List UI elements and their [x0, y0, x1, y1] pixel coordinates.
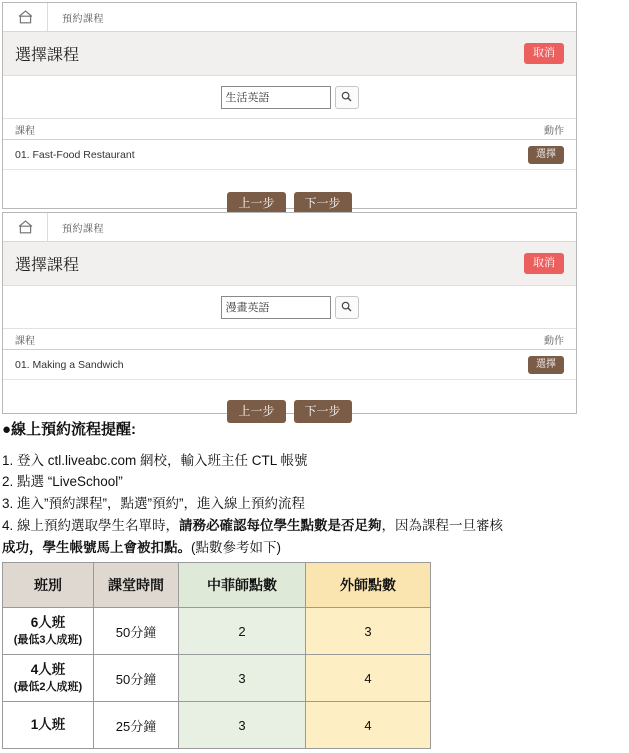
class-minimum: (最低2人成班) — [13, 681, 83, 694]
note-step-2: 2. 點選 “LiveSchool” — [2, 474, 123, 490]
tab-booking-course[interactable]: 預約課程 — [62, 223, 104, 235]
panel-nav — [3, 170, 576, 215]
page-title: 選擇課程 — [15, 257, 80, 274]
select-course-button[interactable]: 選擇 — [528, 146, 564, 164]
search-row — [3, 76, 576, 118]
page-title: 選擇課程 — [15, 47, 80, 64]
panel-header — [3, 32, 576, 76]
table-row — [3, 350, 576, 380]
table-row — [3, 140, 576, 170]
cell-duration: 50分鐘 — [94, 655, 179, 702]
panel-nav — [3, 380, 576, 423]
cancel-button[interactable]: 取消 — [524, 253, 564, 274]
course-name: 01. Making a Sandwich — [15, 358, 124, 371]
table-row — [3, 702, 431, 749]
booking-panel-2 — [2, 212, 577, 418]
panel-topbar — [3, 3, 576, 32]
class-name: 6人班 — [30, 614, 66, 630]
home-icon — [17, 9, 34, 25]
search-input[interactable] — [221, 296, 331, 319]
header-foreign-teacher-points: 外師點數 — [306, 563, 431, 608]
class-name: 4人班 — [30, 661, 66, 677]
note-step-5-emphasis: 成功，學生帳號馬上會被扣點。 — [2, 539, 191, 555]
table-row — [3, 655, 431, 702]
next-step-button[interactable]: 下一步 — [294, 400, 352, 423]
search-icon — [341, 90, 352, 105]
home-button[interactable] — [3, 3, 48, 31]
cell-foreign-points: 4 — [306, 702, 431, 749]
select-course-button[interactable]: 選擇 — [528, 356, 564, 374]
booking-panel-1 — [2, 2, 577, 209]
course-name: 01. Fast-Food Restaurant — [15, 148, 135, 161]
cell-foreign-points: 3 — [306, 608, 431, 655]
search-button[interactable] — [335, 86, 359, 109]
header-local-teacher-points: 中菲師點數 — [179, 563, 306, 608]
note-step-5 — [2, 537, 622, 559]
tab-booking-course[interactable]: 預約課程 — [62, 13, 104, 25]
table-header — [3, 118, 576, 140]
note-step-1: 1. 登入 ctl.liveabc.com 網校，輸入班主任 CTL 帳號 — [2, 452, 308, 468]
cell-class-type — [3, 655, 94, 702]
note-step-5-suffix: (點數參考如下) — [191, 539, 281, 555]
cell-foreign-points: 4 — [306, 655, 431, 702]
table-header — [3, 328, 576, 350]
panel-topbar — [3, 213, 576, 242]
prev-step-button[interactable]: 上一步 — [227, 400, 285, 423]
notes-heading: ●線上預約流程提醒: — [2, 421, 137, 438]
note-step-3: 3. 進入”預約課程”，點選”預約”，進入線上預約流程 — [2, 496, 305, 512]
cell-duration: 50分鐘 — [94, 608, 179, 655]
panel-header — [3, 242, 576, 286]
cell-class-type — [3, 702, 94, 749]
points-table-header-row — [3, 563, 431, 608]
note-step-4 — [2, 515, 622, 537]
search-button[interactable] — [335, 296, 359, 319]
header-class-type: 班別 — [3, 563, 94, 608]
column-course: 課程 — [15, 125, 35, 137]
note-step-4-prefix: 4. 線上預約選取學生名單時， — [2, 518, 180, 534]
header-duration: 課堂時間 — [94, 563, 179, 608]
column-action: 動作 — [544, 335, 564, 347]
class-name: 1人班 — [30, 716, 66, 732]
cell-class-type — [3, 608, 94, 655]
cancel-button[interactable]: 取消 — [524, 43, 564, 64]
note-step-4-emphasis: 請務必確認每位學生點數是否足夠 — [179, 518, 382, 534]
prev-step-button[interactable]: 上一步 — [227, 192, 285, 215]
note-step-4-suffix: ，因為課程一旦審核 — [381, 518, 504, 534]
home-button[interactable] — [3, 213, 48, 241]
column-course: 課程 — [15, 335, 35, 347]
cell-local-points: 2 — [179, 608, 306, 655]
search-icon — [341, 300, 352, 315]
cell-duration: 25分鐘 — [94, 702, 179, 749]
search-row — [3, 286, 576, 328]
class-minimum: (最低3人成班) — [13, 634, 83, 647]
column-action: 動作 — [544, 125, 564, 137]
table-row — [3, 608, 431, 655]
home-icon — [17, 219, 34, 235]
search-input[interactable] — [221, 86, 331, 109]
notes-section — [2, 420, 622, 559]
cell-local-points: 3 — [179, 655, 306, 702]
cell-local-points: 3 — [179, 702, 306, 749]
next-step-button[interactable]: 下一步 — [294, 192, 352, 215]
points-reference-table — [2, 562, 431, 749]
